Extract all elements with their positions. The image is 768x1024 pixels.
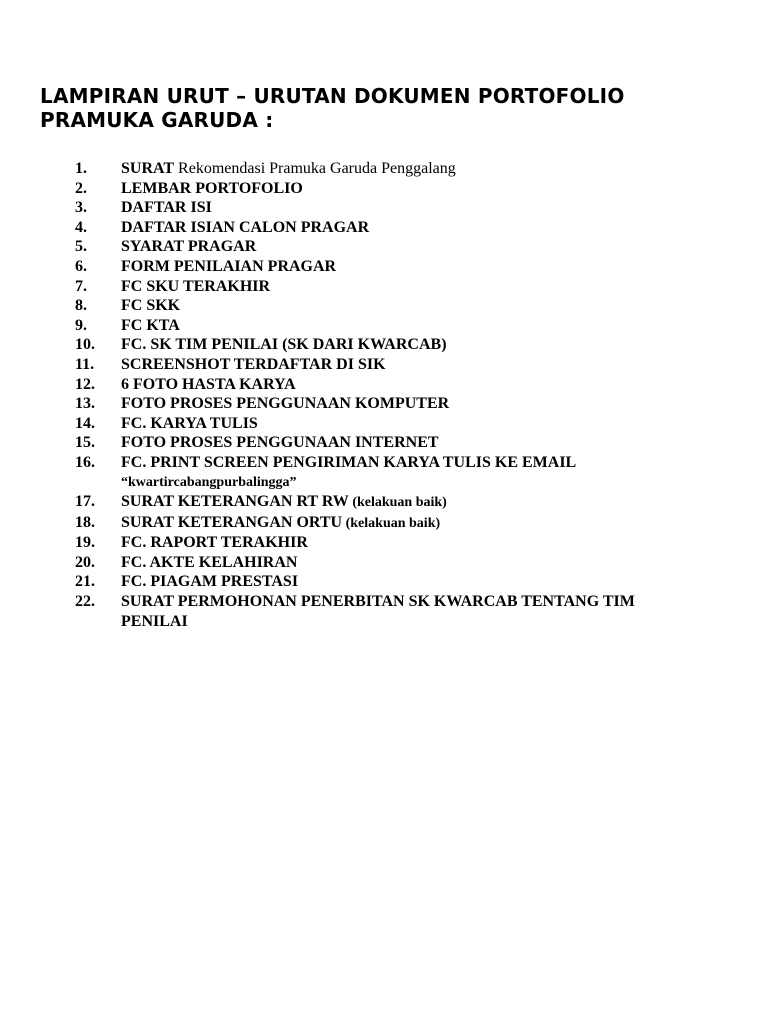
list-item-number: 3. — [75, 199, 87, 217]
list-item-text: SCREENSHOT TERDAFTAR DI SIK — [121, 355, 386, 373]
list-item-text-line — [121, 237, 728, 257]
document-list — [0, 159, 768, 631]
list-item-text-line — [121, 375, 728, 395]
list-item — [0, 394, 768, 414]
list-item-number: 2. — [75, 179, 87, 197]
list-item — [0, 237, 768, 257]
list-item — [0, 433, 768, 453]
list-item-text: SURAT PERMOHONAN PENERBITAN SK KWARCAB TENTANG TIM — [121, 593, 635, 611]
list-item-text: FC. PIAGAM PRESTASI — [121, 573, 299, 591]
list-item-text-line — [121, 533, 728, 553]
list-item-continuation: “kwartircabangpurbalingga” — [121, 474, 297, 490]
list-item-number: 21. — [75, 573, 95, 591]
list-item-text-line — [121, 414, 728, 434]
list-item — [0, 296, 768, 316]
list-item — [0, 159, 768, 179]
list-item-number: 6. — [75, 257, 87, 275]
list-item-number: 7. — [75, 277, 87, 295]
list-item-text-regular: Rekomendasi Pramuka Garuda Penggalang — [174, 160, 456, 177]
list-item-text: FORM PENILAIAN PRAGAR — [121, 257, 337, 275]
list-item-text-line — [121, 218, 728, 238]
list-item-number: 4. — [75, 218, 87, 236]
list-item-text: SURAT KETERANGAN ORTU — [121, 513, 343, 531]
list-item-continuation: PENILAI — [121, 612, 188, 630]
list-item-number: 15. — [75, 434, 95, 452]
list-item-text-line — [121, 335, 728, 355]
list-item-text: FC. SK TIM PENILAI (SK DARI KWARCAB) — [121, 336, 447, 354]
title-line-1: LAMPIRAN URUT – URUTAN DOKUMEN PORTOFOLIO — [40, 84, 625, 108]
list-item-text: FOTO PROSES PENGGUNAAN KOMPUTER — [121, 395, 450, 413]
list-item-number: 20. — [75, 553, 95, 571]
list-item — [0, 375, 768, 395]
list-item-text-line — [121, 296, 728, 316]
list-item-number: 19. — [75, 534, 95, 552]
list-item-text-line — [121, 513, 728, 534]
list-item — [0, 513, 768, 534]
list-item — [0, 414, 768, 434]
list-item — [0, 218, 768, 238]
list-item-text: FC. AKTE KELAHIRAN — [121, 553, 298, 571]
list-item — [0, 355, 768, 375]
list-item-number: 5. — [75, 238, 87, 256]
list-item-text: FC SKU TERAKHIR — [121, 277, 271, 295]
list-item-text: SYARAT PRAGAR — [121, 238, 257, 256]
list-item — [0, 453, 768, 492]
list-item — [0, 335, 768, 355]
list-item-text: FC KTA — [121, 316, 180, 334]
list-item — [0, 277, 768, 297]
list-item-text: DAFTAR ISI — [121, 199, 212, 217]
list-item-number: 18. — [75, 513, 95, 531]
list-item-text: SURAT — [121, 160, 175, 177]
list-item — [0, 316, 768, 336]
list-item-number: 1. — [75, 160, 87, 177]
list-item-note: (kelakuan baik) — [342, 515, 441, 531]
list-item-text: SURAT KETERANGAN RT RW — [121, 493, 349, 511]
list-item-number: 12. — [75, 375, 95, 393]
list-item-number: 8. — [75, 297, 87, 315]
list-item-text-line — [121, 453, 728, 473]
list-item-text: FC. KARYA TULIS — [121, 414, 258, 432]
list-item-number: 14. — [75, 414, 95, 432]
document-title — [40, 84, 740, 132]
list-item-number: 9. — [75, 316, 87, 334]
title-line-2: PRAMUKA GARUDA : — [40, 108, 274, 132]
list-item — [0, 533, 768, 553]
list-item-text: FC. PRINT SCREEN PENGIRIMAN KARYA TULIS KE EMAIL — [121, 453, 577, 471]
list-item-text-line — [121, 316, 728, 336]
list-item — [0, 553, 768, 573]
list-item-text-line — [121, 179, 728, 199]
list-item-number: 16. — [75, 453, 95, 471]
list-item-text-line — [121, 572, 728, 592]
list-item-number: 22. — [75, 593, 95, 611]
list-item-text-line — [121, 277, 728, 297]
list-item-text-line — [121, 394, 728, 414]
list-item-text-line — [121, 159, 728, 179]
list-item-text-line — [121, 592, 728, 612]
list-item — [0, 198, 768, 218]
list-item-number: 11. — [75, 355, 95, 373]
list-item — [0, 257, 768, 277]
list-item-text-line — [121, 553, 728, 573]
list-item-text: DAFTAR ISIAN CALON PRAGAR — [121, 218, 370, 236]
list-item-text-line — [121, 355, 728, 375]
list-item-number: 17. — [75, 493, 95, 511]
list-item-text-line — [121, 198, 728, 218]
list-item-text-line — [121, 433, 728, 453]
list-item — [0, 179, 768, 199]
list-item — [0, 572, 768, 592]
list-item-text: 6 FOTO HASTA KARYA — [121, 375, 296, 393]
list-item-number: 10. — [75, 336, 95, 354]
list-item-text: FOTO PROSES PENGGUNAAN INTERNET — [121, 434, 439, 452]
list-item-number: 13. — [75, 395, 95, 413]
list-item-text: FC. RAPORT TERAKHIR — [121, 534, 308, 552]
list-item-text: LEMBAR PORTOFOLIO — [121, 179, 303, 197]
list-item-text: FC SKK — [121, 297, 181, 315]
list-item-text-line — [121, 257, 728, 277]
list-item — [0, 492, 768, 513]
list-item-note: (kelakuan baik) — [348, 495, 447, 511]
list-item — [0, 592, 768, 631]
list-item-text-line — [121, 492, 728, 513]
